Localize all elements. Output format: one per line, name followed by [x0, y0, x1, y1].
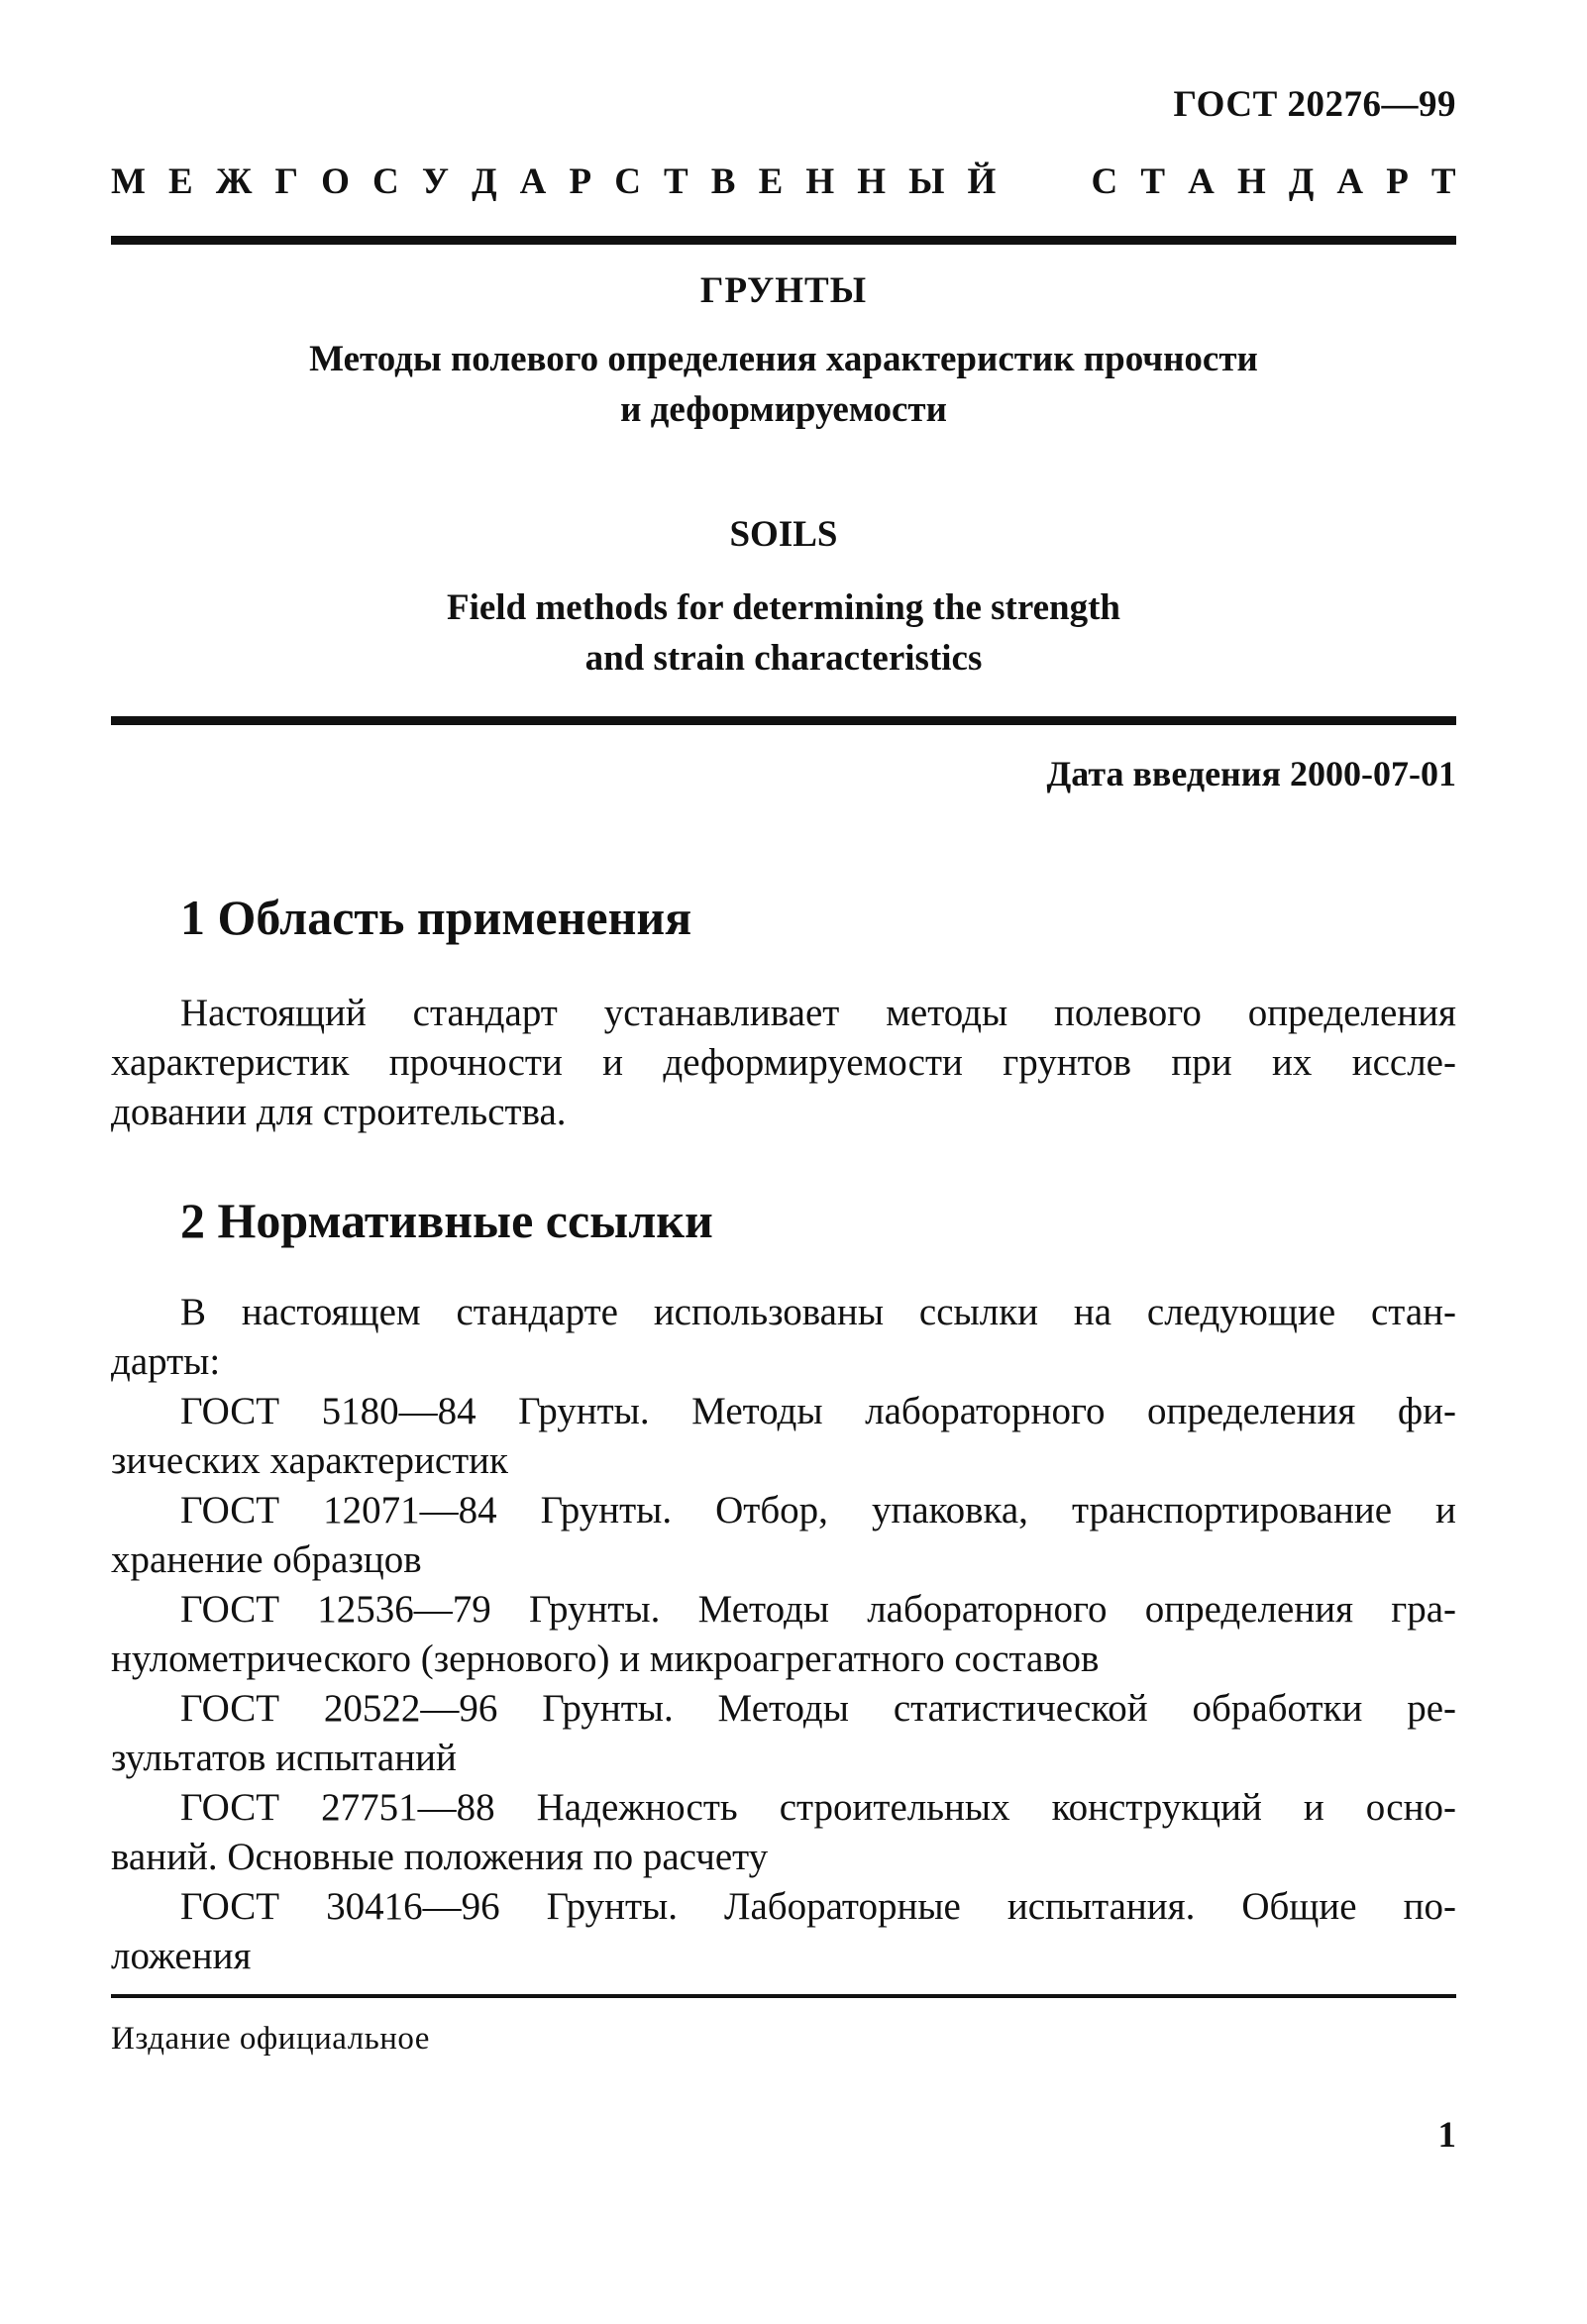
standard-type-letter: Т [1140, 161, 1166, 202]
standard-type-letter: А [1336, 161, 1364, 202]
text-line: ваний. Основные положения по расчету [111, 1836, 769, 1878]
title-en: SOILS [729, 514, 838, 555]
standard-type-letter: Н [1236, 161, 1266, 202]
document-page [111, 0, 1456, 2324]
standard-type-letter: Н [857, 161, 887, 202]
text-line: ГОСТ 20522—96 Грунты. Методы статистической обработки ре- [180, 1687, 1456, 1730]
edition-label: Издание официальное [111, 2021, 430, 2057]
subtitle-en [111, 582, 1456, 684]
section-body [111, 1288, 1456, 1981]
header-divider [111, 236, 1456, 245]
text-line: ГОСТ 12071—84 Грунты. Отбор, упаковка, транспортирование и [180, 1489, 1456, 1532]
text-line: характеристик прочности и деформируемости грунтов при их иссле- [111, 1041, 1456, 1084]
standard-type-letter: М [111, 161, 146, 202]
standard-type-heading [111, 160, 1456, 203]
standard-type-letter: О [321, 161, 350, 202]
text-line: ГОСТ 5180—84 Грунты. Методы лабораторного определения фи- [180, 1390, 1456, 1432]
word-gap [1018, 160, 1068, 203]
standard-type-letter: Й [967, 161, 997, 202]
text-line: зультатов испытаний [111, 1737, 457, 1779]
standard-type-letter: Т [1430, 161, 1456, 202]
text-line: ГОСТ 27751—88 Надежность строительных конструкций и осно- [180, 1786, 1456, 1829]
text-line: хранение образцов [111, 1538, 422, 1581]
intro-date: Дата введения 2000-07-01 [1046, 754, 1456, 793]
standard-type-letter: С [614, 161, 641, 202]
text-line: Настоящий стандарт устанавливает методы полевого определения [180, 992, 1456, 1034]
standard-type-letter: Т [664, 161, 688, 202]
subtitle-ru-line: и деформируемости [620, 389, 947, 430]
text-line: зических характеристик [111, 1439, 508, 1482]
subtitle-en-line: and strain characteristics [584, 638, 983, 679]
title-divider [111, 716, 1456, 725]
text-line: дарты: [111, 1340, 221, 1383]
standard-type-letter: А [519, 161, 547, 202]
subtitle-ru [111, 334, 1456, 435]
section-heading: 2 Нормативные ссылки [180, 1193, 713, 1248]
section-body [111, 989, 1456, 1137]
standard-type-letter: У [421, 161, 449, 202]
standard-type-letter: Д [1288, 161, 1315, 202]
standard-type-letter: Н [805, 161, 835, 202]
title-ru: ГРУНТЫ [699, 270, 868, 311]
text-line: нулометрического (зернового) и микроагрегатного составов [111, 1637, 1100, 1680]
page-number: 1 [1437, 2115, 1456, 2156]
document-number: ГОСТ 20276—99 [1173, 84, 1456, 125]
standard-type-letter: Е [758, 161, 784, 202]
standard-type-letter: Р [1386, 161, 1409, 202]
text-line: ГОСТ 12536—79 Грунты. Методы лабораторного определения гра- [180, 1588, 1456, 1631]
standard-type-letter: Р [569, 161, 592, 202]
footer-divider [111, 1994, 1456, 1998]
text-line: ГОСТ 30416—96 Грунты. Лабораторные испытания. Общие по- [180, 1885, 1456, 1928]
standard-type-letter: В [710, 161, 736, 202]
standard-type-letter: Д [472, 161, 497, 202]
standard-type-letter: С [372, 161, 399, 202]
standard-type-letter: Ы [908, 161, 945, 202]
text-line: В настоящем стандарте использованы ссылки на следующие стан- [180, 1291, 1456, 1333]
text-line: довании для строительства. [111, 1091, 567, 1133]
standard-type-letter: С [1091, 161, 1118, 202]
subtitle-ru-line: Методы полевого определения характеристик прочности [309, 339, 1258, 379]
standard-type-letter: Е [168, 161, 193, 202]
standard-type-letter: Ж [215, 161, 253, 202]
standard-type-letter: Г [274, 161, 299, 202]
standard-type-letter: А [1188, 161, 1215, 202]
text-line: ложения [111, 1935, 252, 1977]
subtitle-en-line: Field methods for determining the strength [446, 587, 1120, 628]
section-heading: 1 Область применения [180, 890, 692, 945]
